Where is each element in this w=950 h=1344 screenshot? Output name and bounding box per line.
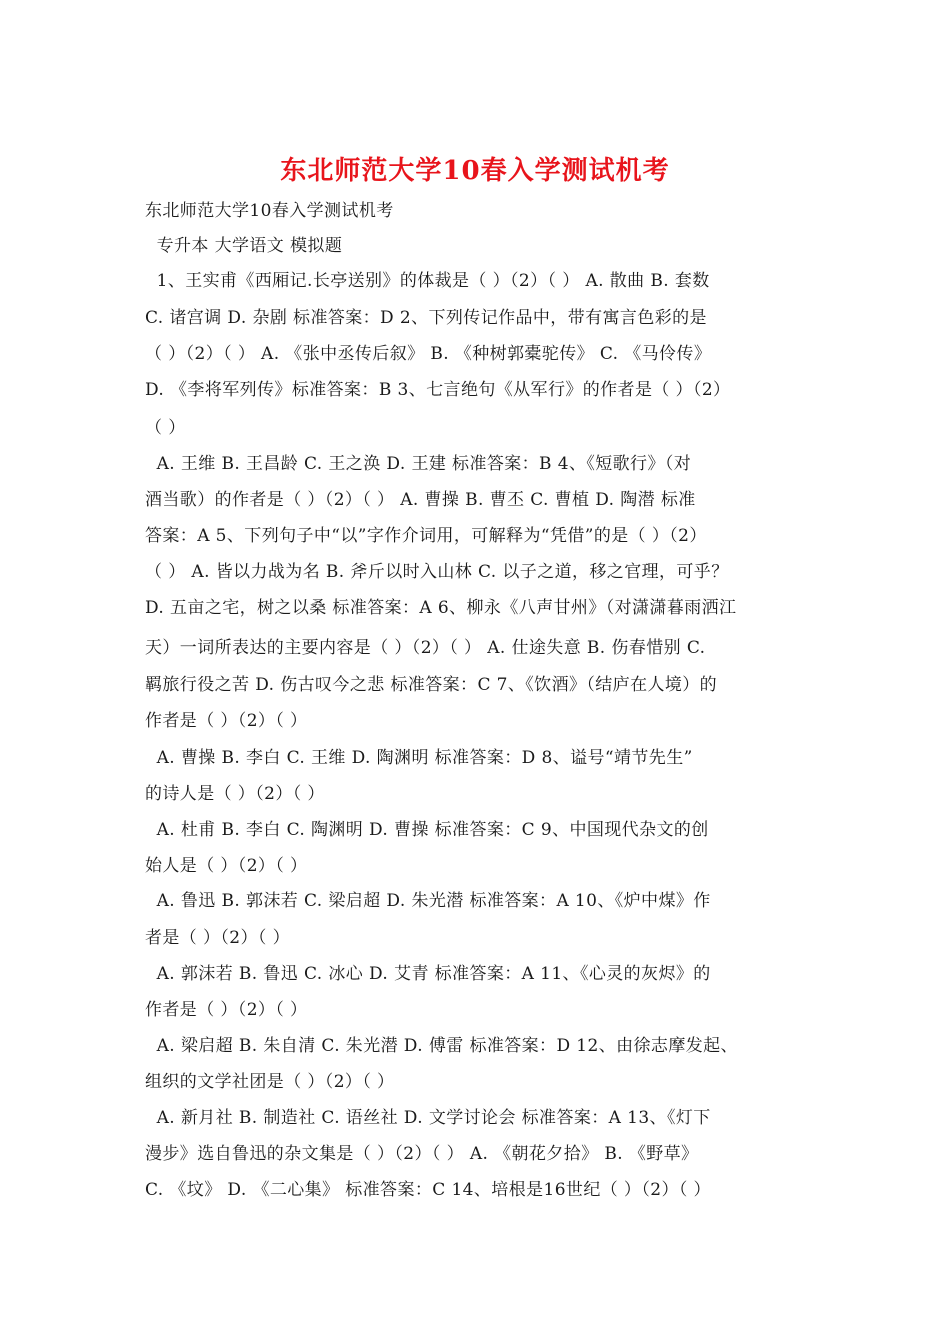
body-line: 的诗人是（ ）（2）（ ） [145, 784, 325, 804]
body-line: A. 郭沫若 B. 鲁迅 C. 冰心 D. 艾青 标准答案：A 11、《心灵的灰烬》的 [145, 964, 711, 984]
body-line: A. 曹操 B. 李白 C. 王维 D. 陶渊明 标准答案：D 8、谥号“靖节先生” [145, 748, 693, 768]
body-line: A. 王维 B. 王昌龄 C. 王之涣 D. 王建 标准答案：B 4、《短歌行》（对 [145, 454, 692, 474]
body-line: D. 《李将军列传》标准答案：B 3、七言绝句《从军行》的作者是（ ）（2） [145, 380, 731, 400]
body-line: 酒当歌）的作者是（ ）（2）（ ） A. 曹操 B. 曹丕 C. 曹植 D. 陶潜 标准 [145, 490, 696, 510]
body-line: D. 五亩之宅，树之以桑 标准答案：A 6、柳永《八声甘州》（对潇潇暮雨洒江 [145, 598, 737, 618]
body-line: 专升本 大学语文 模拟题 [145, 236, 343, 256]
body-line: C. 《坟》 D. 《二心集》 标准答案：C 14、培根是16世纪（ ）（2）（ ） [145, 1180, 711, 1200]
body-line: 始人是（ ）（2）（ ） [145, 856, 308, 876]
body-line: 组织的文学社团是（ ）（2）（ ） [145, 1072, 395, 1092]
body-line: A. 新月社 B. 制造社 C. 语丝社 D. 文学讨论会 标准答案：A 13、《灯下 [145, 1108, 711, 1128]
body-line: （ ） A. 皆以力战为名 B. 斧斤以时入山林 C. 以子之道，移之官理，可乎？ [145, 562, 729, 582]
body-line: A. 杜甫 B. 李白 C. 陶渊明 D. 曹操 标准答案：C 9、中国现代杂文的创 [145, 820, 709, 840]
document-title: 东北师范大学10春入学测试机考 [280, 156, 670, 186]
body-line: 作者是（ ）（2）（ ） [145, 711, 308, 731]
body-line: （ ） [145, 418, 186, 438]
body-line: 东北师范大学10春入学测试机考 [145, 201, 394, 221]
body-line: 答案：A 5、下列句子中“以”字作介词用，可解释为“凭借”的是（ ）（2） [145, 526, 707, 546]
body-line: A. 鲁迅 B. 郭沫若 C. 梁启超 D. 朱光潜 标准答案：A 10、《炉中煤》作 [145, 891, 711, 911]
body-line: 者是（ ）（2）（ ） [145, 928, 291, 948]
body-line: C. 诸宫调 D. 杂剧 标准答案：D 2、下列传记作品中，带有寓言色彩的是 [145, 308, 707, 328]
body-line: 作者是（ ）（2）（ ） [145, 1000, 308, 1020]
body-line: （ ）（2）（ ） A. 《张中丞传后叙》 B. 《种树郭橐驼传》 C. 《马伶传》 [145, 344, 712, 364]
body-line: 漫步》选自鲁迅的杂文集是（ ）（2）（ ） A. 《朝花夕拾》 B. 《野草》 [145, 1144, 699, 1164]
body-line: 1、王实甫《西厢记.长亭送别》的体裁是（ ）（2）（ ） A. 散曲 B. 套数 [145, 271, 710, 291]
body-line: A. 梁启超 B. 朱自清 C. 朱光潜 D. 傅雷 标准答案：D 12、由徐志摩发起、 [145, 1036, 738, 1056]
body-line: 天）一词所表达的主要内容是（ ）（2）（ ） A. 仕途失意 B. 伤春惜别 C. [145, 638, 706, 658]
body-line: 羁旅行役之苦 D. 伤古叹今之悲 标准答案：C 7、《饮酒》（结庐在人境）的 [145, 675, 718, 695]
